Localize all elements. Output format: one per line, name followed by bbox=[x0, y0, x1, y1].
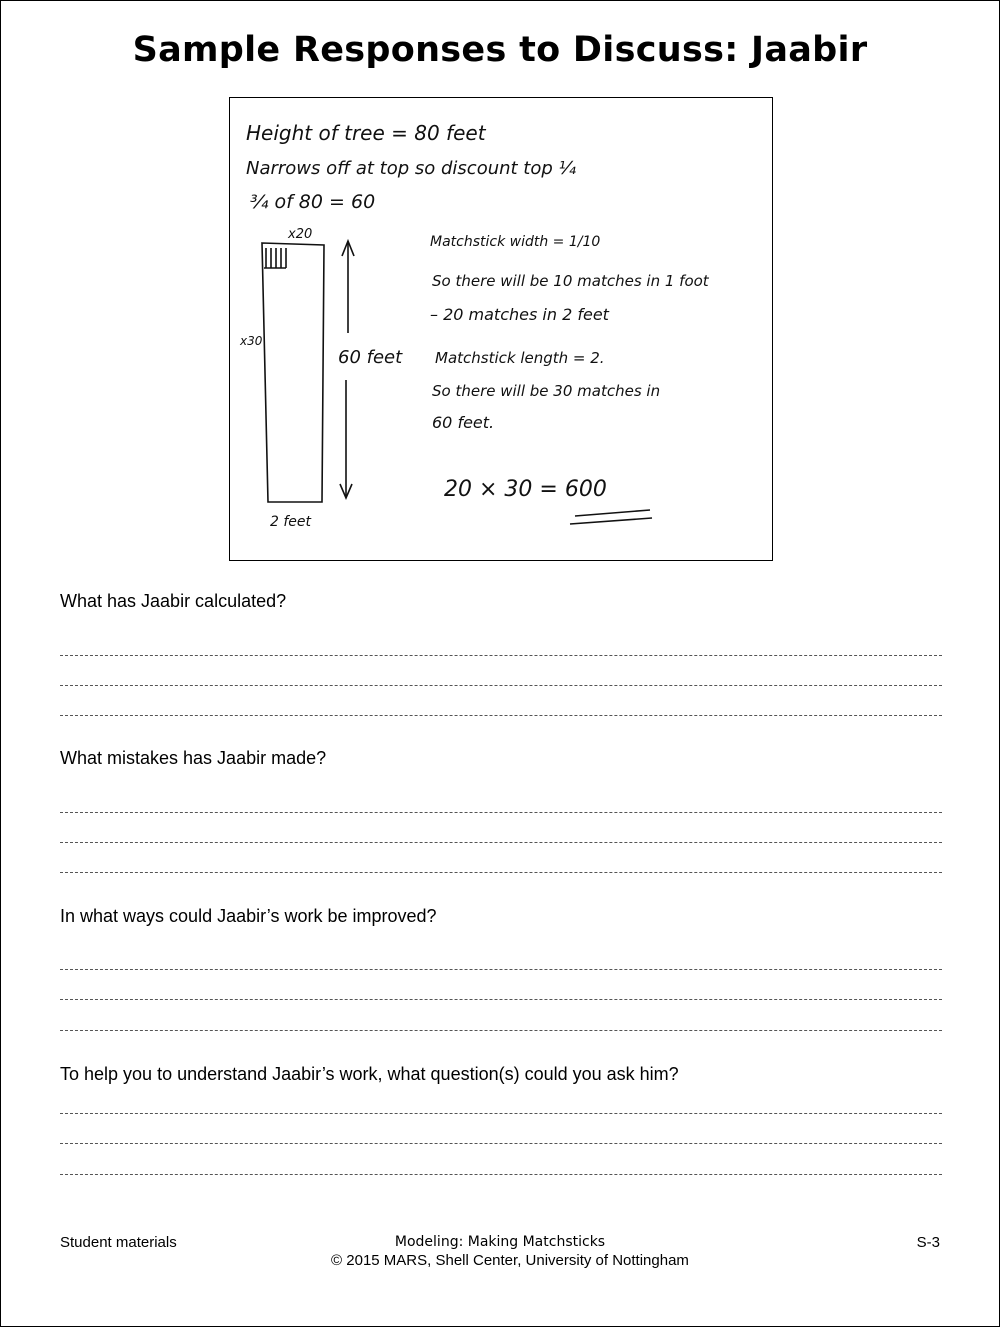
hw-answer: 20 × 30 = 600 bbox=[444, 477, 607, 502]
hw-thirty-matches: So there will be 30 matches in bbox=[432, 382, 661, 400]
hw-60-feet-2: 60 feet. bbox=[432, 413, 495, 432]
answer-line[interactable] bbox=[60, 999, 942, 1000]
hw-x20: x20 bbox=[288, 227, 313, 242]
answer-line[interactable] bbox=[60, 715, 942, 716]
hw-matchstick-length: Matchstick length = 2. bbox=[435, 349, 605, 367]
question-calculated: What has Jaabir calculated? bbox=[60, 591, 287, 611]
handwritten-work bbox=[230, 98, 772, 560]
footer-left: Student materials bbox=[60, 1234, 177, 1251]
answer-line[interactable] bbox=[60, 812, 942, 813]
hw-x30: x30 bbox=[240, 334, 263, 348]
hw-ten-matches: So there will be 10 matches in 1 foot bbox=[432, 272, 709, 290]
answer-line[interactable] bbox=[60, 1143, 942, 1144]
hw-narrows: Narrows off at top so discount top ¼ bbox=[246, 158, 576, 179]
hw-2-feet: 2 feet bbox=[270, 514, 312, 530]
answer-line[interactable] bbox=[60, 1030, 942, 1031]
answer-line[interactable] bbox=[60, 655, 942, 656]
footer-title: Modeling: Making Matchsticks bbox=[394, 1234, 606, 1250]
student-work-image bbox=[229, 97, 773, 561]
answer-line[interactable] bbox=[60, 872, 942, 873]
question-mistakes: What mistakes has Jaabir made? bbox=[60, 748, 327, 768]
question-ask-him: To help you to understand Jaabir’s work, what question(s) could you ask him? bbox=[60, 1064, 679, 1084]
answer-line[interactable] bbox=[60, 1113, 942, 1114]
page-number: S-3 bbox=[916, 1234, 940, 1251]
answer-line[interactable] bbox=[60, 1174, 942, 1175]
answer-underline bbox=[570, 510, 652, 524]
hw-three-quarters: ¾ of 80 = 60 bbox=[250, 191, 376, 213]
footer-copyright: © 2015 MARS, Shell Center, University of Nottingham bbox=[331, 1252, 689, 1269]
answer-line[interactable] bbox=[60, 969, 942, 970]
answer-line[interactable] bbox=[60, 842, 942, 843]
answer-line[interactable] bbox=[60, 685, 942, 686]
hw-matchstick-width: Matchstick width = 1/10 bbox=[430, 234, 601, 250]
question-improved: In what ways could Jaabir’s work be improved? bbox=[60, 906, 437, 926]
hw-60-feet: 60 feet bbox=[338, 347, 403, 368]
hw-tree-height: Height of tree = 80 feet bbox=[246, 121, 486, 145]
page-title: Sample Responses to Discuss: Jaabir bbox=[132, 30, 868, 70]
hw-twenty-matches: – 20 matches in 2 feet bbox=[430, 305, 609, 324]
tree-rectangle-diagram bbox=[262, 241, 354, 502]
